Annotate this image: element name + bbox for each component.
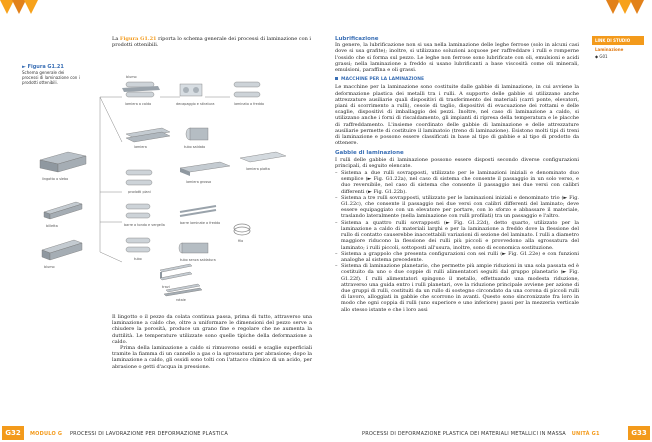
footer-left [30,431,228,437]
label-laminato-freddo: laminato a freddo [234,102,265,106]
label-travi: travi [162,285,170,289]
footer-module: MODULO G [30,431,63,437]
machines-heading [335,77,579,83]
lubrication-heading: Lubrificazione [335,36,379,42]
study-link-label [592,45,644,52]
sheet-stack [126,128,170,142]
label-lingotto: lingotto o slebo [42,177,69,181]
label-prodotti-piani: prodotti piani [128,190,151,194]
study-link-item[interactable]: ◆ G01 [595,54,608,59]
list-item: – Sistema di laminazione planetario, che permette più ampie riduzioni in una sola passata ed è costituito da uno o due coppie di rulli alimentatori seguiti dal gruppo planetario (► Fig. G1.22f). I rulli alimentatori spingono il metallo, effettuando una modesta riduzione, attraverso una guida entro i rulli planetari, ove la riduzione principale avviene per azione di due gruppi di rulli, costituiti da un rullo di sostegno circondato da una corona di piccoli rulli di lavoro, alloggiati in gabbie che scorrono in avanti. Questo sono sincronizzate fra loro in modo che ogni coppia di rulli (uno superiore e uno inferiore) passi per la mezzeria verticale allo stesso istante e che i loro assi [335,263,579,313]
figure-caption-text: Schema generale dei processi di laminazione con i prodotti ottenibili. [22,70,80,85]
list-item: – Sistema a tre rulli sovrapposti, utilizzato per le laminazioni iniziali e denominato trio (► Fig. G1.22c), che consente il passaggio nei due versi con calibri differenti del laminato; deve essere equipaggiato con un elevatore per portare, con lo sforzo e abbassare il materiale, traslando lateralmente (nella laminazione con rulli profilati) tra un passaggio e l'altro. [335,195,579,220]
label-rotaie: rotaie [176,298,186,302]
label-lamiera-grossa: lamiera grossa [186,180,212,184]
label-blumo-top: blumo [126,75,137,79]
wire-coil [234,224,250,235]
label-billetta: billetta [46,224,58,228]
welded-tube [186,128,208,140]
footer-left-title: PROCESSI DI LAVORAZIONE PER DEFORMAZIONE PLASTICA [69,431,228,437]
beam-profile [160,264,192,280]
label-tubo-senza: tubo senza saldatura [180,258,216,262]
decor-triangle [630,0,644,14]
flow-line [100,97,122,162]
figure-caption-title: ► Figura G1.21 [22,64,64,70]
machines-text: Le macchine per la laminazione sono costituite dalle gabbie di laminazione, in cui avviene la deformazione plastica dei metalli tra i rulli. A supporto delle gabbie si utilizzano anche attrezzature ausiliarie quali dispositivi di trasferimento dei materiali (carri ponte, elevatori, piani di scorrimento a rulli), cesoie di taglio, dispositivi di evacuazione dei rottami e delle scaglie, dispositivi di imballaggio dei pezzi. Inoltre, nel caso di laminazione a caldo, si utilizzano anche i forni di riscaldamento, gli impianti di ripresa della temperatura e le placche di raffreddamento. L'insieme coordinato delle gabbie di laminazione e delle attrezzature ausiliarie permette di costituire il laminatoio (treno di laminazione). Esistono molti tipi di treni di laminazione e possono essere classificati in base al tipo di gabbie e al tipo di prodotto da ottenere. [335,84,579,147]
decor-triangle [24,0,38,14]
intro-suffix: riporta lo schema generale dei processi di laminazione con i prodotti ottenibili. [112,36,311,49]
machines-title: MACCHINE PER LA LAMINAZIONE [341,77,425,83]
footer-right-title: PROCESSI DI DEFORMAZIONE PLASTICA DEI MATERIALI METALLICI IN MASSA [362,431,566,437]
list-item: – Sistema a quattro rulli sovrapposti (► Fig. G1.22d), detto quarto, utilizzato per la laminazione a caldo di materiali larghi e per la laminazione a freddo dove la flessione del rullo di contatto causerebbe inaccettabili variazioni di sezione del laminato. I rulli a diametro maggiore riducono la flessione dei rulli più piccoli e provvedono alla sgrossatura del laminato; i rulli piccoli, sottoposti all'usura, inoltre, sono di economica sostituzione. [335,220,579,251]
flow-line [100,97,122,142]
page-number-left: G32 [2,426,24,440]
study-link-label-text: Laminazione [595,47,624,52]
left-body-text [112,314,312,370]
bloom-stock [42,240,82,260]
cages-intro: I rulli delle gabbie di laminazione possono essere disposti secondo diverse configurazioni principali, di seguito elencate. [335,156,579,169]
billet-stock [44,202,82,219]
body-paragraph: Prima della laminazione a caldo si rimuovono ossidi e scaglie superficiali tramite la fiamma di un cannello a gas o la sgrossatura per abrasione; dopo la laminazione a caldo, gli ossidi sono tolti con l'attacco chimico di un acido, per abrasione o getti d'acqua in pressione. [112,345,312,370]
cages-heading: Gabbie di laminazione [335,150,404,157]
right-column [335,36,579,313]
label-lamiera: lamiera [134,145,147,149]
body-paragraph: Il lingotto o il pezzo da colata continua passa, prima di tutto, attraverso una laminazione a caldo che, oltre a uniformare le dimensioni del pezzo serve a chiudere la porosità, produce un grano fine e regolare che ne aumenta la duttilità. Le temperature utilizzate sono quelle tipiche della deformazione a caldo. [112,314,312,345]
top-decoration-bar [0,0,652,14]
footer-unit: UNITÀ G1 [571,431,600,437]
plate-rolling [126,170,152,185]
label-tubo-saldato: tubo saldato [184,145,206,149]
label-filo: filo [238,239,244,243]
figure-reference[interactable]: Figura G1.21 [119,36,157,42]
bar-rolling [126,204,150,218]
intro-prefix: La [112,36,120,42]
label-lamiera-caldo: lamiera a caldo [125,102,152,106]
rolling-process-diagram [30,52,310,302]
square-bullet-icon [335,77,338,80]
tube-piercing [126,238,150,252]
study-link-header: LINK DI STUDIO [592,36,644,45]
thick-plate [180,162,230,176]
flat-sheet [240,152,286,162]
list-item: – Sistema a grappolo che presenta configurazioni con sei rulli (► Fig. G1.22e) e con funzioni analoghe al sistema precedente. [335,251,579,263]
label-decapaggio: decapaggio e stiratura [176,102,215,106]
label-tubo: tubo [134,257,142,261]
study-link-box [592,36,644,59]
lubrication-text: In genere, la lubrificazione non si usa nella laminazione delle leghe ferrose (solo in alcuni casi dove si usa grafite); inoltre, si utilizzano soluzioni acquose per raffreddare i rulli e romperne l'ossido che si forma sul pezzo. Le leghe non ferrose sono lubrificate con oli, emulsioni e acidi grassi; nella laminazione a freddo si usano lubrificanti a base viscosità come oli minerali, emulsioni, paraffina e oli grassi. [335,42,579,74]
label-lamiera-piatta: lamiera piatta [246,167,270,171]
hot-rolling-mill [122,82,160,97]
cages-list [335,170,579,313]
intro-paragraph [112,36,312,49]
ingot-stock [40,152,86,172]
flow-line [100,252,122,262]
footer-right [362,431,600,437]
label-barre-lam: barre laminate a freddo [180,221,221,225]
cold-rolling-mill [234,82,260,97]
seamless-tube [179,243,208,253]
label-blumo: blumo [44,265,55,269]
cold-bars [180,206,216,216]
page-number-right: G33 [628,426,650,440]
pickling-unit [180,84,202,96]
label-barre-tondo: barre a tondo e vergella [124,223,165,227]
list-item: – Sistema a due rulli sovrapposti, utilizzato per le laminazioni iniziali e denominato duo semplice (► Fig. G1.22a), nel caso di sistema che consente il passaggio in un solo verso, e duo reversibile, nel caso di sistema che consente il passaggio nei due versi con calibri differenti (► Fig. G1.22b). [335,170,579,195]
